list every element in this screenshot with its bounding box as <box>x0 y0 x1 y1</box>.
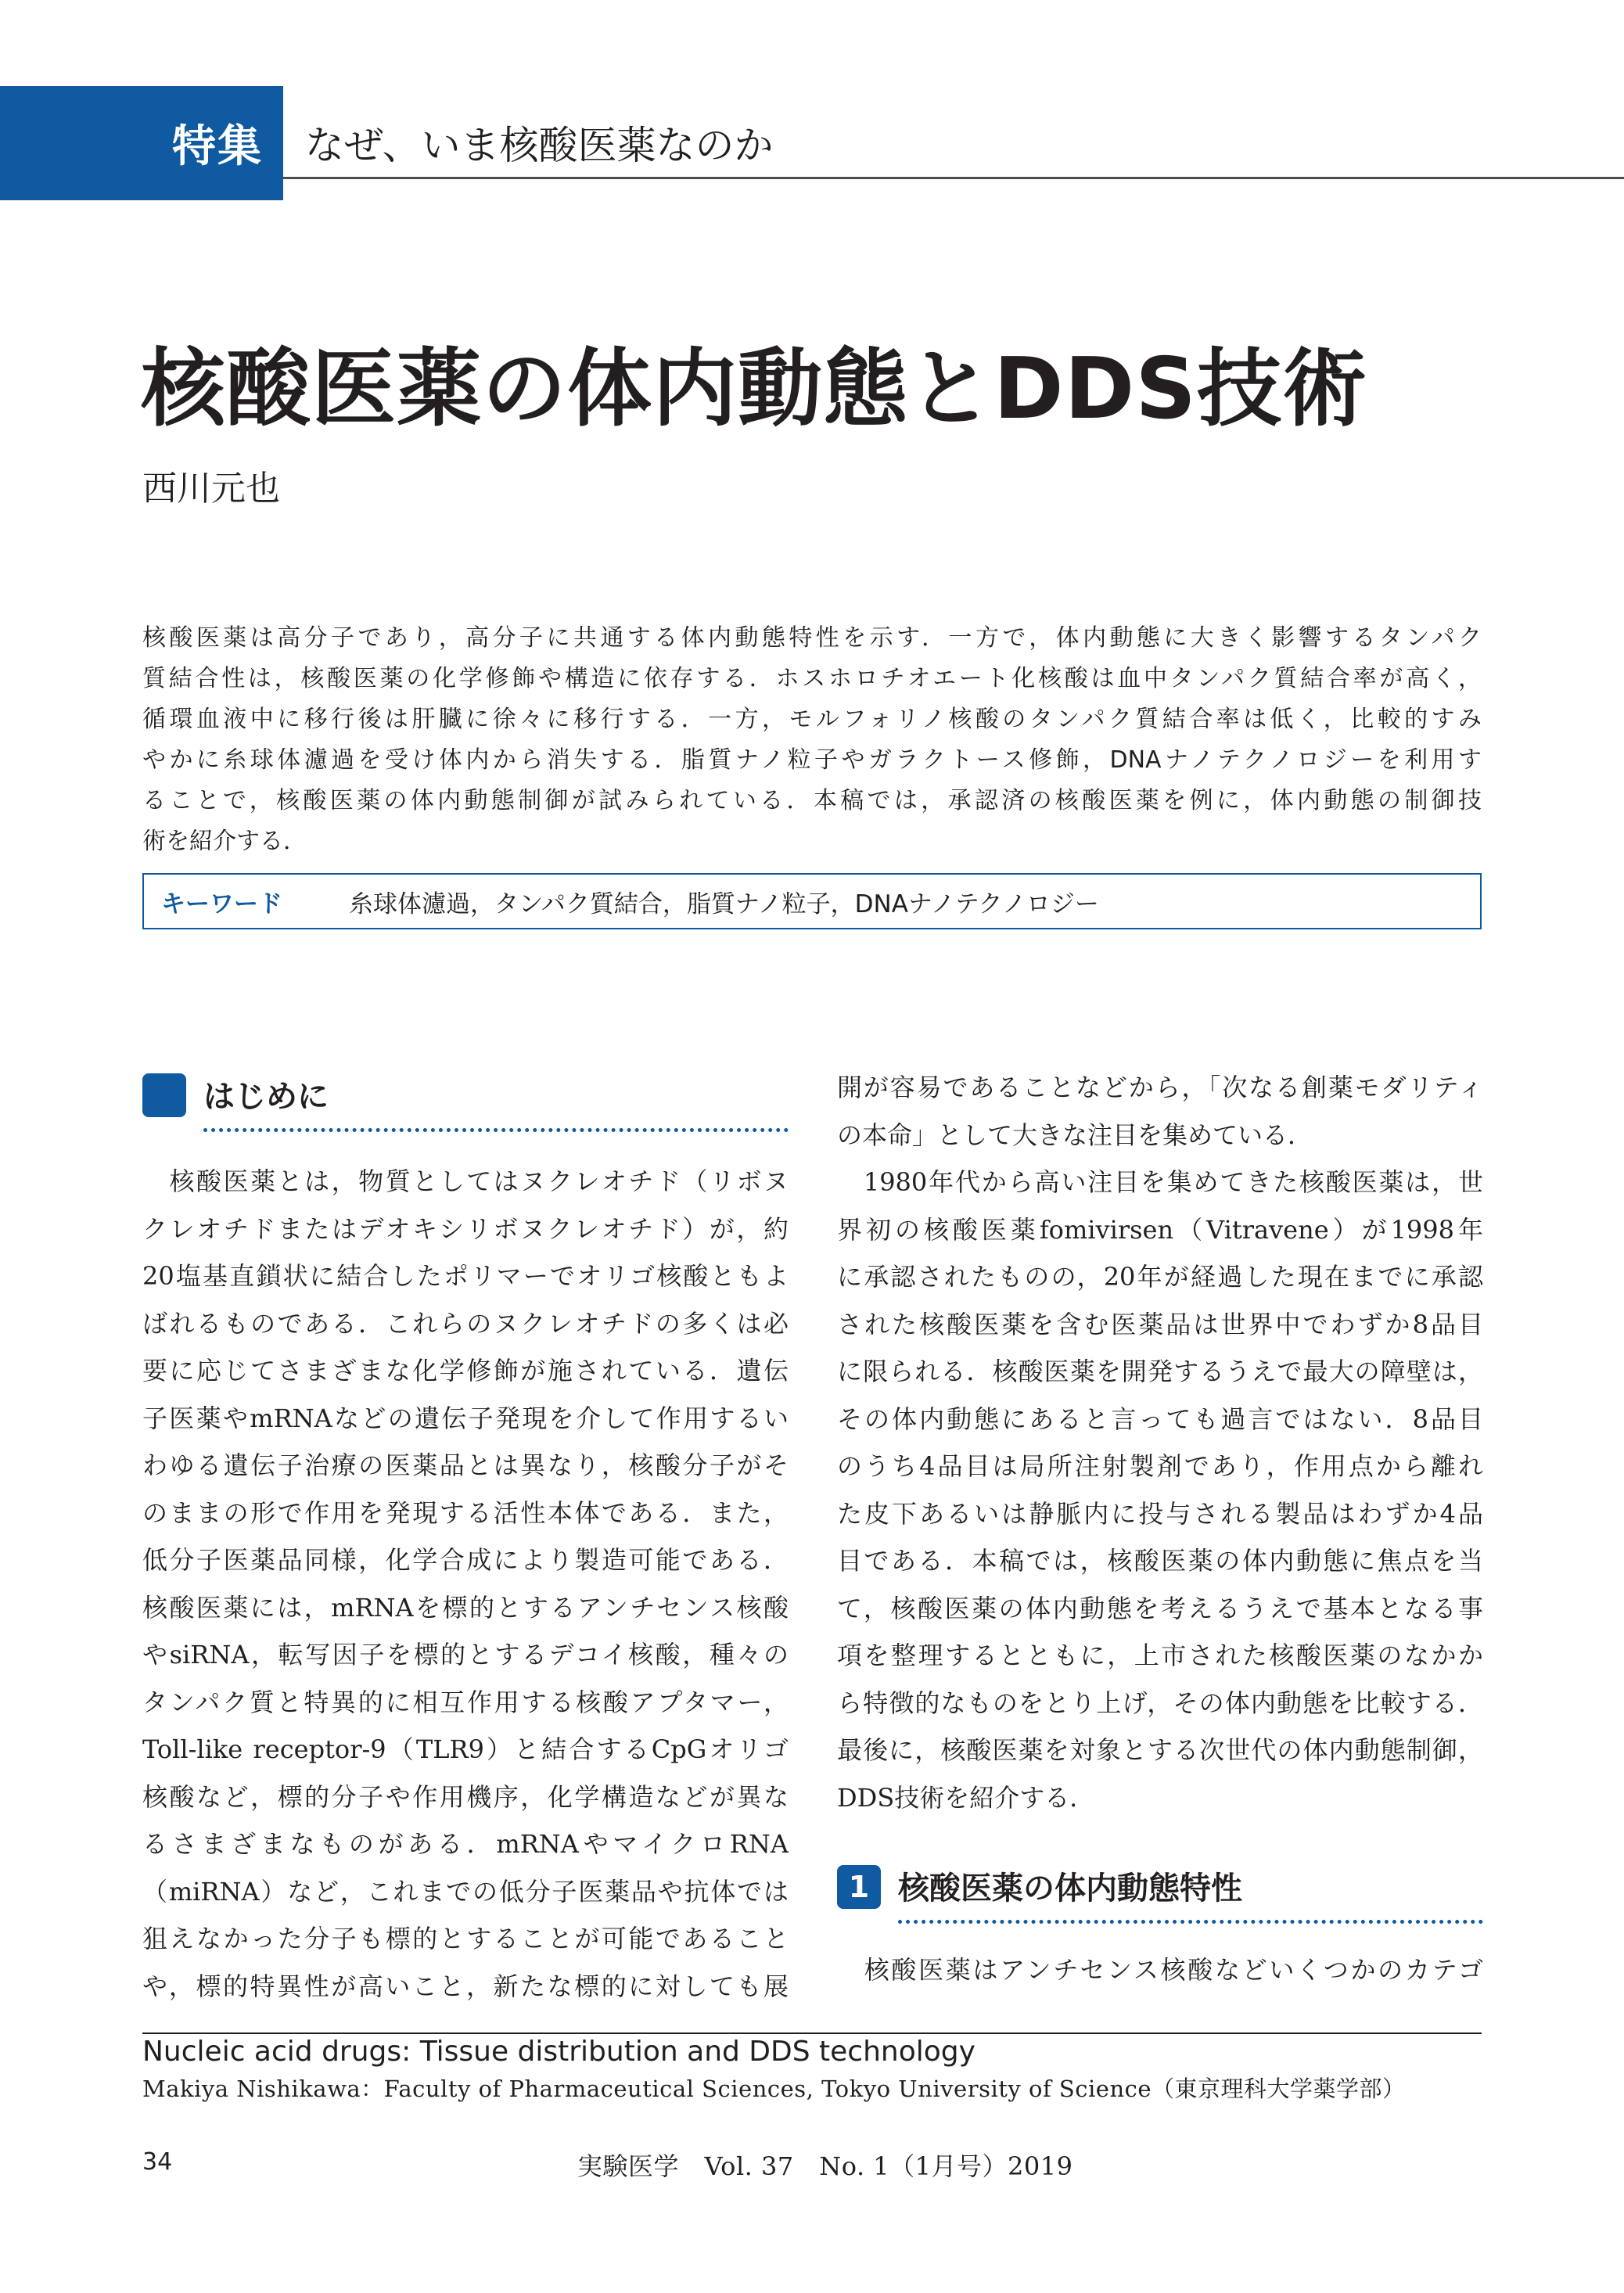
body-line: のうち4品目は局所注射製剤であり，作用点から離れ <box>837 1451 1483 1481</box>
right-column <box>837 1064 1483 1994</box>
header-rule <box>283 177 1624 179</box>
body-line: 子医薬やmRNAなどの遺伝子発現を介して作用するい <box>142 1403 789 1433</box>
body-line: やsiRNA，転写因子を標的とするデコイ核酸，種々の <box>142 1640 789 1669</box>
body-line: 20塩基直鎖状に結合したポリマーでオリゴ核酸ともよ <box>142 1261 789 1291</box>
author-name: 西川元也 <box>142 469 280 509</box>
body-line: タンパク質と特異的に相互作用する核酸アプタマー， <box>142 1687 789 1717</box>
section-title: はじめに <box>203 1079 329 1115</box>
english-title: Nucleic acid drugs: Tissue distribution and DDS technology <box>142 2036 975 2068</box>
body-line: その体内動態にあると言っても過言ではない．8品目 <box>837 1403 1483 1434</box>
body-line: 核酸など，標的分子や作用機序，化学構造などが異な <box>142 1781 789 1812</box>
body-line: るさまざまなものがある．mRNAやマイクロRNA <box>142 1829 789 1859</box>
body-line: 核酸医薬には，mRNAを標的とするアンチセンス核酸 <box>142 1592 789 1623</box>
body-line: 要に応じてさまざまな化学修飾が施されている．遺伝 <box>142 1356 789 1386</box>
abstract-line: 核酸医薬は高分子であり，高分子に共通する体内動態特性を示す．一方で，体内動態に大きく影響するタンパク <box>142 624 1482 652</box>
journal-info: 実験医学 Vol. 37 No. 1（1月号）2019 <box>577 2151 1073 2181</box>
body-line: 開が容易であることなどから，「次なる創薬モダリティ <box>837 1073 1483 1102</box>
abstract-line: ることで，核酸医薬の体内動態制御が試みられている．本稿では，承認済の核酸医薬を例に，体内動態の制御技 <box>142 787 1482 814</box>
abstract-line: やかに糸球体濾過を受け体内から消失する．脂質ナノ粒子やガラクトース修飾，DNAナノテクノロジーを利用す <box>142 746 1482 774</box>
footer-rule <box>142 2032 1482 2034</box>
feature-title: なぜ、いま核酸医薬なのか <box>305 123 774 168</box>
keyword-values: 糸球体濾過，タンパク質結合，脂質ナノ粒子，DNAナノテクノロジー <box>349 890 1099 918</box>
body-line: に承認されたものの，20年が経過した現在までに承認 <box>837 1262 1483 1292</box>
body-line: ばれるものである．これらのヌクレオチドの多くは必 <box>142 1308 789 1339</box>
body-line: わゆる遺伝子治療の医薬品とは異なり，核酸分子がそ <box>142 1450 789 1480</box>
body-line: 項を整理するとともに，上市された核酸医薬のなかか <box>837 1641 1483 1670</box>
dotted-underline <box>898 1920 1483 1924</box>
article-title: 核酸医薬の体内動態とDDS技術 <box>141 340 1368 438</box>
section-title: 核酸医薬の体内動態特性 <box>898 1871 1242 1907</box>
body-line: （miRNA）など，これまでの低分子医薬品や抗体では <box>142 1876 789 1907</box>
feature-tag: 特集 <box>0 86 283 200</box>
abstract-line: 術を紹介する． <box>142 828 307 855</box>
keyword-box <box>142 873 1482 929</box>
abstract <box>142 618 1482 862</box>
body-line: 1980年代から高い注目を集めてきた核酸医薬は，世 <box>837 1167 1483 1197</box>
section-intro-heading <box>142 1064 789 1158</box>
author-affiliation: Makiya Nishikawa：Faculty of Pharmaceutical Sciences, Tokyo University of Science（東京理科大学薬学部） <box>142 2076 1406 2102</box>
body-line: 狙えなかった分子も標的とすることが可能であること <box>142 1924 789 1953</box>
body-line: DDS技術を紹介する． <box>837 1782 1095 1813</box>
body-line: のままの形で作用を発現する活性本体である．また， <box>142 1497 789 1528</box>
body-line: された核酸医薬を含む医薬品は世界中でわずか8品目 <box>837 1309 1483 1339</box>
body-line: て，核酸医薬の体内動態を考えるうえで基本となる事 <box>837 1593 1483 1623</box>
abstract-line: 循環血液中に移行後は肝臓に徐々に移行する．一方，モルフォリノ核酸のタンパク質結合率は低く，比較的すみ <box>142 706 1482 733</box>
body-line: 低分子医薬品同様，化学合成により製造可能である． <box>142 1545 789 1575</box>
body-line: クレオチドまたはデオキシリボヌクレオチド）が，約 <box>142 1213 789 1244</box>
body-line: 核酸医薬とは，物質としてはヌクレオチド（リボヌ <box>142 1166 789 1196</box>
dotted-underline <box>203 1128 789 1132</box>
blue-square-icon <box>142 1073 186 1117</box>
left-column <box>142 1064 789 2010</box>
body-line: の本命」として大きな注目を集めている． <box>837 1120 1313 1150</box>
body-line: や，標的特異性が高いこと，新たな標的に対しても展 <box>142 1971 789 2001</box>
feature-header <box>0 86 1624 200</box>
section-1-heading <box>837 1856 1483 1946</box>
body-line: 目である．本稿では，核酸医薬の体内動態に焦点を当 <box>837 1546 1483 1576</box>
body-line: Toll-like receptor-9（TLR9）と結合するCpGオリゴ <box>142 1734 789 1764</box>
page-number: 34 <box>142 2148 173 2176</box>
body-line: 核酸医薬はアンチセンス核酸などいくつかのカテゴ <box>837 1955 1483 1985</box>
abstract-line: 質結合性は，核酸医薬の化学修飾や構造に依存する．ホスホロチオエート化核酸は血中タンパク質結合率が高く， <box>142 665 1482 692</box>
keyword-label: キーワード <box>161 890 282 918</box>
body-line: ら特徴的なものをとり上げ，その体内動態を比較する． <box>837 1687 1483 1718</box>
body-line: に限られる．核酸医薬を開発するうえで最大の障壁は， <box>837 1357 1483 1386</box>
section-number-badge: 1 <box>837 1865 881 1909</box>
body-line: 界初の核酸医薬fomivirsen（Vitravene）が1998年 <box>837 1214 1483 1245</box>
body-line: た皮下あるいは静脈内に投与される製品はわずか4品 <box>837 1498 1483 1529</box>
body-line: 最後に，核酸医薬を対象とする次世代の体内動態制御， <box>837 1735 1483 1765</box>
